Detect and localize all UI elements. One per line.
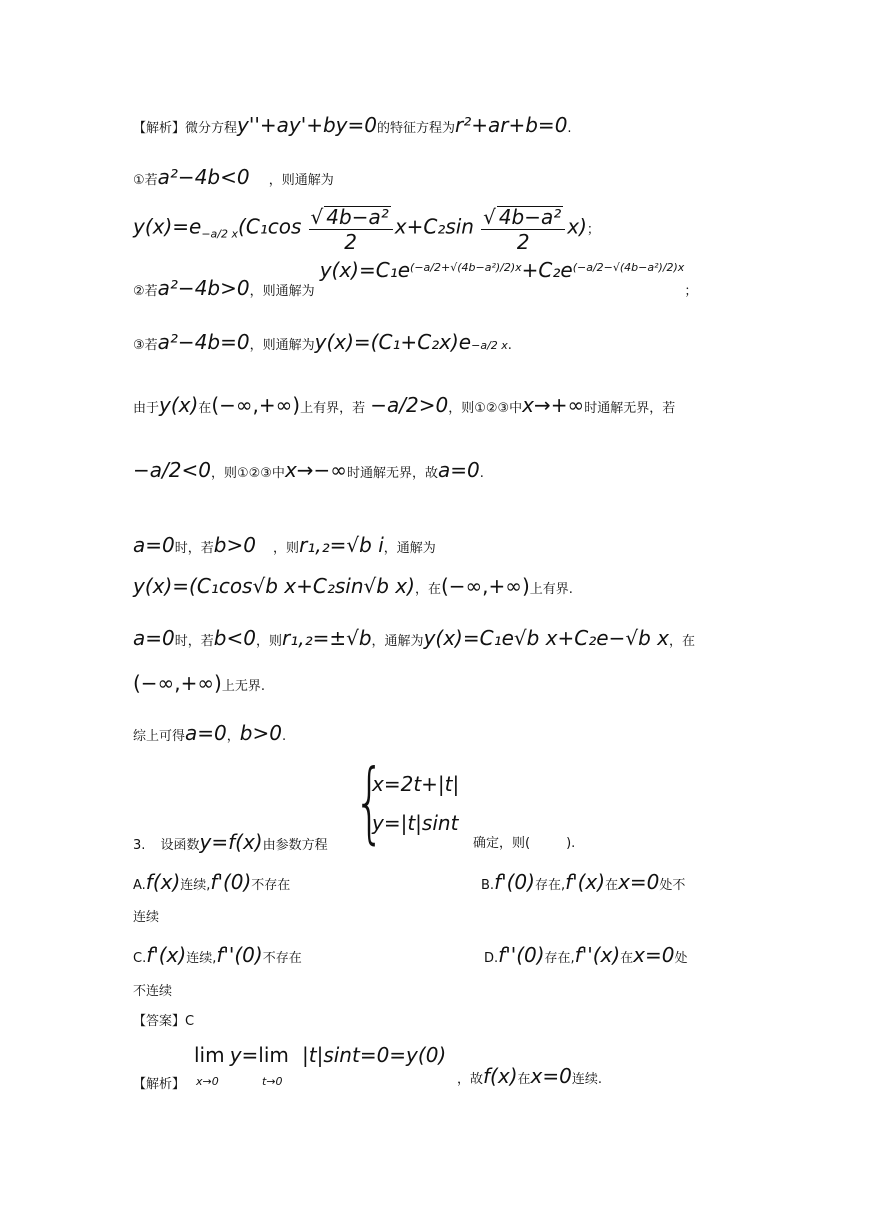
analysis-tag: 【解析】 [133, 121, 186, 136]
fraction: $\frac{\text{√ 4b−a²}}{2}$ [309, 206, 393, 252]
case-b-positive-solution: y(x)=(C₁cos√b x+C₂sin√b x)，在(−∞,+∞)上有界. [133, 574, 573, 598]
case-1-solution: $y(x)=e_{-a/2 x}(C_1\cos$ $\frac{\text{√ 4b−a²}}{2}$ x+C₂sin $\frac{\text{√ 4b−a²}}{2}$ x)； [133, 205, 600, 254]
conclusion: 综上可得a=0，b>0. [133, 721, 287, 745]
option-d-cont: 不连续 [133, 984, 173, 999]
question-3-tail: 确定，则( ). [473, 836, 576, 851]
final-analysis [133, 1075, 185, 1091]
question-3: 3. 设函数y=f(x)由参数方程 [133, 830, 328, 854]
analysis-tag: 【解析】 [133, 1077, 186, 1092]
system-eq-1: x=2t+|t| [372, 772, 460, 796]
case-2: ②若a²−4b>0，则通解为 $y(x)=C_1e^{(-a/2+√(4b-a^2)/2)x}+C_2e^{(-a/2-√(4b-a^2)/2)x}$； [133, 258, 698, 300]
case-b-negative: a=0时，若b<0，则r₁,₂=±√b，通解为y(x)=C₁e√b x+C₂e−√b x，在 [133, 626, 695, 650]
final-limit-sub-1: x→0 [196, 1075, 219, 1088]
final-limit: lim y=lim |t|sint=0=y(0) [194, 1043, 447, 1067]
question-number: 3. [133, 838, 146, 853]
option-d: D.f''(0)存在,f''(x)在x=0处 [484, 943, 688, 967]
case-b-negative-cont: (−∞,+∞)上无界. [133, 671, 265, 695]
option-b: B.f'(0)存在,f'(x)在x=0处不 [481, 870, 686, 894]
option-a: A.f(x)连续,f'(0)不存在 [133, 870, 291, 894]
case-1-condition: ①若a²−4b<0 ，则通解为 [133, 165, 334, 189]
final-limit-sub-2: t→0 [262, 1075, 283, 1088]
case-b-positive: a=0时，若b>0 ，则r₁,₂=√b i，通解为 [133, 533, 436, 557]
answer-tag: 【答案】 [133, 1014, 186, 1029]
case-3: ③若a²−4b=0，则通解为y(x)=(C₁+C₂x)e−a/2 x. [133, 330, 512, 354]
option-c: C.f'(x)连续,f''(0)不存在 [133, 943, 302, 967]
answer [133, 1012, 194, 1028]
fraction: $\frac{\text{√ 4b−a²}}{2}$ [481, 206, 565, 252]
option-b-cont: 连续 [133, 910, 160, 925]
ode-equation: y''+ay'+by=0 [237, 113, 377, 137]
system-brace: { [354, 750, 385, 853]
system-eq-2: y=|t|sint [372, 811, 459, 835]
boundedness-paragraph-cont: −a/2<0，则①②③中x→−∞时通解无界，故a=0. [133, 458, 484, 482]
answer-value: C [185, 1014, 195, 1029]
boundedness-paragraph: 由于y(x)在(−∞,+∞)上有界，若 −a/2>0，则①②③中x→+∞时通解无界，若 [133, 393, 676, 417]
final-analysis-tail: ，故f(x)在x=0连续. [457, 1064, 602, 1088]
analysis-paragraph-1: 【解析】微分方程y''+ay'+by=0的特征方程为r²+ar+b=0. [133, 113, 572, 137]
characteristic-equation: r²+ar+b=0 [455, 113, 568, 137]
